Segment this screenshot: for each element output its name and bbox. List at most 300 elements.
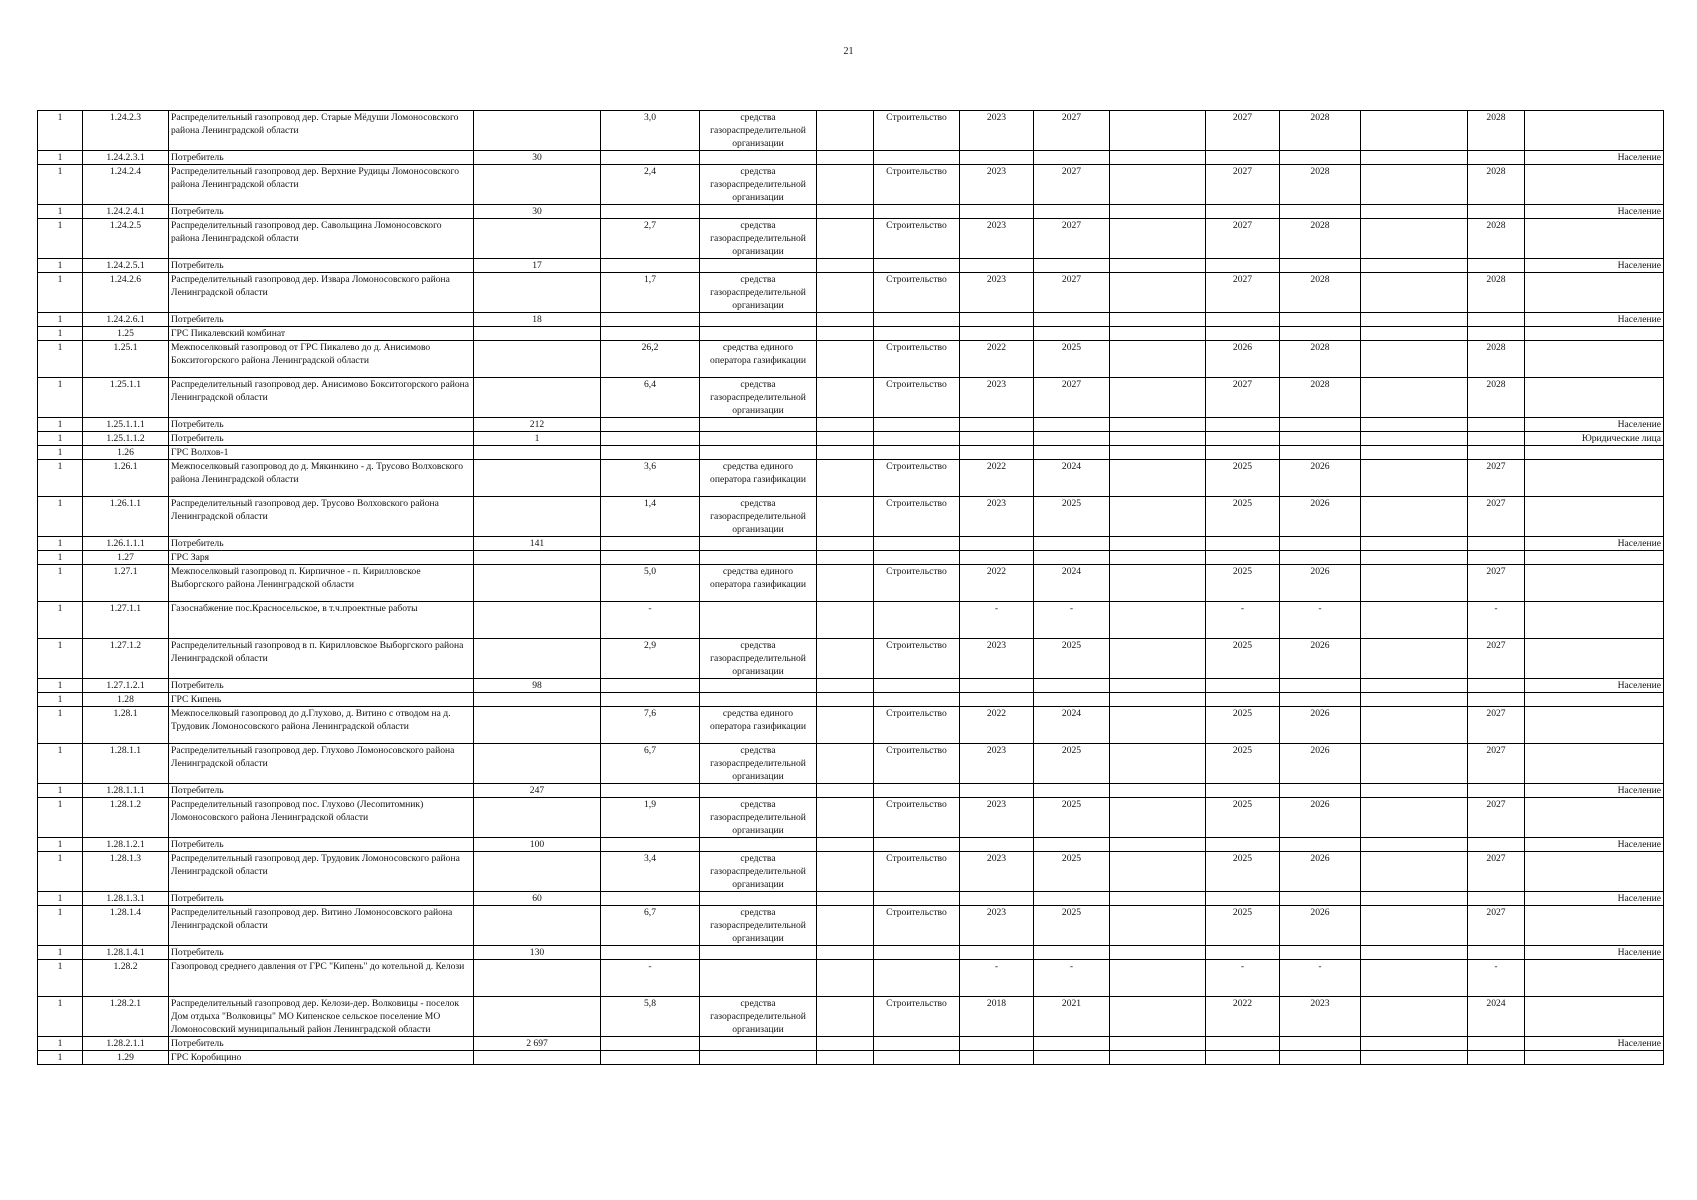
consumer-count-cell: 141 <box>474 537 601 551</box>
col-14-cell <box>1361 852 1468 892</box>
col-14-cell <box>1361 273 1468 313</box>
col-11-cell <box>1110 537 1206 551</box>
end-year-cell: 2027 <box>1034 165 1110 205</box>
launch-year-cell: 2027 <box>1206 273 1280 313</box>
col-13-cell <box>1280 784 1361 798</box>
funding-source-cell <box>700 784 817 798</box>
length-km-cell <box>601 693 700 707</box>
consumer-count-cell <box>474 852 601 892</box>
funding-source-cell <box>700 432 817 446</box>
col-index-cell: 1 <box>38 1051 83 1065</box>
length-km-cell: - <box>601 602 700 639</box>
length-km-cell <box>601 1051 700 1065</box>
col-7-cell <box>817 460 874 497</box>
col-11-cell <box>1110 259 1206 273</box>
item-code-cell: 1.27 <box>83 551 169 565</box>
col-7-cell <box>817 798 874 838</box>
completion-year-cell: 2027 <box>1468 565 1525 602</box>
start-year-cell <box>960 892 1034 906</box>
funding-source-cell: средства единого оператора газификации <box>700 460 817 497</box>
item-code-cell: 1.25.1 <box>83 341 169 378</box>
item-code-cell: 1.26.1.1.1 <box>83 537 169 551</box>
col-7-cell <box>817 744 874 784</box>
consumer-category-cell <box>1525 707 1664 744</box>
table-row <box>38 497 1664 537</box>
funding-source-cell: средства газораспределительной организации <box>700 997 817 1037</box>
item-code-cell: 1.27.1.1 <box>83 602 169 639</box>
item-code-cell: 1.24.2.6 <box>83 273 169 313</box>
consumer-category-cell <box>1525 906 1664 946</box>
consumer-count-cell <box>474 446 601 460</box>
consumer-category-cell: Население <box>1525 151 1664 165</box>
col-11-cell <box>1110 446 1206 460</box>
item-code-cell: 1.24.2.4 <box>83 165 169 205</box>
col-13-cell: 2028 <box>1280 111 1361 151</box>
col-index-cell: 1 <box>38 327 83 341</box>
consumer-category-cell <box>1525 446 1664 460</box>
col-7-cell <box>817 1051 874 1065</box>
item-name-cell: ГРС Коробицино <box>169 1051 474 1065</box>
consumer-category-cell: Юридические лица <box>1525 432 1664 446</box>
completion-year-cell <box>1468 313 1525 327</box>
consumer-category-cell: Население <box>1525 784 1664 798</box>
work-type-cell: Строительство <box>874 997 960 1037</box>
col-14-cell <box>1361 111 1468 151</box>
col-13-cell <box>1280 537 1361 551</box>
length-km-cell: 1,7 <box>601 273 700 313</box>
end-year-cell <box>1034 446 1110 460</box>
end-year-cell <box>1034 551 1110 565</box>
start-year-cell: 2023 <box>960 639 1034 679</box>
consumer-count-cell <box>474 906 601 946</box>
consumer-category-cell <box>1525 798 1664 838</box>
col-7-cell <box>817 273 874 313</box>
end-year-cell: 2025 <box>1034 497 1110 537</box>
col-11-cell <box>1110 960 1206 997</box>
col-11-cell <box>1110 497 1206 537</box>
start-year-cell: 2023 <box>960 497 1034 537</box>
col-7-cell <box>817 693 874 707</box>
length-km-cell <box>601 838 700 852</box>
funding-source-cell <box>700 602 817 639</box>
launch-year-cell <box>1206 693 1280 707</box>
end-year-cell: - <box>1034 960 1110 997</box>
launch-year-cell: - <box>1206 960 1280 997</box>
consumer-category-cell <box>1525 693 1664 707</box>
col-11-cell <box>1110 997 1206 1037</box>
consumer-category-cell: Население <box>1525 679 1664 693</box>
item-name-cell: Распределительный газопровод дер. Старые Мёдуши Ломоносовского района Ленинградской области <box>169 111 474 151</box>
item-name-cell: Распределительный газопровод дер. Витино Ломоносовского района Ленинградской области <box>169 906 474 946</box>
completion-year-cell <box>1468 946 1525 960</box>
col-7-cell <box>817 537 874 551</box>
work-type-cell: Строительство <box>874 378 960 418</box>
length-km-cell <box>601 537 700 551</box>
item-code-cell: 1.28.2.1.1 <box>83 1037 169 1051</box>
table-row <box>38 602 1664 639</box>
col-14-cell <box>1361 679 1468 693</box>
col-7-cell <box>817 165 874 205</box>
col-13-cell <box>1280 693 1361 707</box>
col-13-cell <box>1280 946 1361 960</box>
length-km-cell: 6,7 <box>601 906 700 946</box>
length-km-cell: 3,4 <box>601 852 700 892</box>
length-km-cell: 2,4 <box>601 165 700 205</box>
work-type-cell: Строительство <box>874 707 960 744</box>
consumer-category-cell: Население <box>1525 838 1664 852</box>
col-13-cell: 2026 <box>1280 744 1361 784</box>
item-code-cell: 1.26 <box>83 446 169 460</box>
col-14-cell <box>1361 327 1468 341</box>
col-index-cell: 1 <box>38 798 83 838</box>
table-row <box>38 165 1664 205</box>
item-code-cell: 1.25.1.1 <box>83 378 169 418</box>
completion-year-cell <box>1468 259 1525 273</box>
end-year-cell <box>1034 946 1110 960</box>
start-year-cell: 2023 <box>960 219 1034 259</box>
col-14-cell <box>1361 602 1468 639</box>
start-year-cell <box>960 1037 1034 1051</box>
consumer-count-cell <box>474 273 601 313</box>
consumer-category-cell: Население <box>1525 1037 1664 1051</box>
completion-year-cell <box>1468 892 1525 906</box>
end-year-cell <box>1034 327 1110 341</box>
funding-source-cell: средства единого оператора газификации <box>700 565 817 602</box>
end-year-cell <box>1034 313 1110 327</box>
funding-source-cell <box>700 1051 817 1065</box>
consumer-count-cell <box>474 111 601 151</box>
end-year-cell: 2025 <box>1034 639 1110 679</box>
launch-year-cell: 2027 <box>1206 378 1280 418</box>
col-14-cell <box>1361 551 1468 565</box>
col-index-cell: 1 <box>38 693 83 707</box>
end-year-cell: 2024 <box>1034 707 1110 744</box>
consumer-category-cell <box>1525 565 1664 602</box>
col-index-cell: 1 <box>38 784 83 798</box>
col-13-cell <box>1280 892 1361 906</box>
col-11-cell <box>1110 327 1206 341</box>
completion-year-cell: 2028 <box>1468 165 1525 205</box>
work-type-cell: Строительство <box>874 639 960 679</box>
table-row <box>38 744 1664 784</box>
item-name-cell: Распределительный газопровод дер. Трудовик Ломоносовского района Ленинградской области <box>169 852 474 892</box>
completion-year-cell: 2027 <box>1468 639 1525 679</box>
funding-source-cell <box>700 693 817 707</box>
table-row <box>38 707 1664 744</box>
length-km-cell <box>601 151 700 165</box>
funding-source-cell <box>700 446 817 460</box>
funding-source-cell: средства единого оператора газификации <box>700 707 817 744</box>
launch-year-cell: 2027 <box>1206 219 1280 259</box>
consumer-category-cell <box>1525 551 1664 565</box>
completion-year-cell: 2028 <box>1468 378 1525 418</box>
col-13-cell <box>1280 313 1361 327</box>
consumer-category-cell <box>1525 378 1664 418</box>
col-index-cell: 1 <box>38 679 83 693</box>
consumer-count-cell: 60 <box>474 892 601 906</box>
col-13-cell <box>1280 551 1361 565</box>
work-type-cell: Строительство <box>874 565 960 602</box>
item-code-cell: 1.28.2.1 <box>83 997 169 1037</box>
col-13-cell: 2026 <box>1280 565 1361 602</box>
completion-year-cell <box>1468 327 1525 341</box>
completion-year-cell: - <box>1468 960 1525 997</box>
funding-source-cell: средства газораспределительной организации <box>700 111 817 151</box>
col-13-cell: 2023 <box>1280 997 1361 1037</box>
item-code-cell: 1.28.1.2.1 <box>83 838 169 852</box>
launch-year-cell <box>1206 259 1280 273</box>
col-11-cell <box>1110 432 1206 446</box>
length-km-cell <box>601 784 700 798</box>
end-year-cell <box>1034 418 1110 432</box>
end-year-cell: 2025 <box>1034 906 1110 946</box>
col-index-cell: 1 <box>38 151 83 165</box>
completion-year-cell <box>1468 446 1525 460</box>
item-name-cell: Потребитель <box>169 537 474 551</box>
table-row <box>38 313 1664 327</box>
item-code-cell: 1.24.2.5.1 <box>83 259 169 273</box>
start-year-cell <box>960 259 1034 273</box>
completion-year-cell <box>1468 537 1525 551</box>
col-index-cell: 1 <box>38 418 83 432</box>
col-13-cell <box>1280 205 1361 219</box>
col-11-cell <box>1110 165 1206 205</box>
consumer-count-cell: 98 <box>474 679 601 693</box>
completion-year-cell: 2027 <box>1468 707 1525 744</box>
col-13-cell: - <box>1280 602 1361 639</box>
item-name-cell: Межпоселковый газопровод до д. Мякинкино - д. Трусово Волховского района Ленинградской области <box>169 460 474 497</box>
item-code-cell: 1.29 <box>83 1051 169 1065</box>
col-11-cell <box>1110 798 1206 838</box>
work-type-cell <box>874 205 960 219</box>
launch-year-cell: 2025 <box>1206 565 1280 602</box>
completion-year-cell <box>1468 151 1525 165</box>
launch-year-cell: 2025 <box>1206 497 1280 537</box>
funding-source-cell: средства газораспределительной организации <box>700 378 817 418</box>
col-13-cell: 2026 <box>1280 852 1361 892</box>
funding-source-cell <box>700 418 817 432</box>
col-13-cell <box>1280 1051 1361 1065</box>
consumer-count-cell <box>474 497 601 537</box>
consumer-category-cell <box>1525 997 1664 1037</box>
item-code-cell: 1.27.1.2.1 <box>83 679 169 693</box>
work-type-cell <box>874 602 960 639</box>
col-7-cell <box>817 892 874 906</box>
col-14-cell <box>1361 960 1468 997</box>
col-7-cell <box>817 784 874 798</box>
start-year-cell: - <box>960 602 1034 639</box>
consumer-count-cell <box>474 551 601 565</box>
launch-year-cell: 2025 <box>1206 639 1280 679</box>
consumer-category-cell: Население <box>1525 313 1664 327</box>
item-code-cell: 1.24.2.3.1 <box>83 151 169 165</box>
completion-year-cell: 2027 <box>1468 497 1525 537</box>
col-11-cell <box>1110 838 1206 852</box>
item-code-cell: 1.28.1.4.1 <box>83 946 169 960</box>
funding-source-cell: средства газораспределительной организации <box>700 852 817 892</box>
table-row <box>38 327 1664 341</box>
funding-source-cell: средства газораспределительной организации <box>700 798 817 838</box>
consumer-category-cell <box>1525 219 1664 259</box>
length-km-cell: 1,9 <box>601 798 700 838</box>
col-index-cell: 1 <box>38 960 83 997</box>
consumer-count-cell <box>474 997 601 1037</box>
col-index-cell: 1 <box>38 551 83 565</box>
work-type-cell <box>874 693 960 707</box>
consumer-count-cell: 247 <box>474 784 601 798</box>
col-11-cell <box>1110 551 1206 565</box>
consumer-count-cell <box>474 707 601 744</box>
item-code-cell: 1.28.1.1.1 <box>83 784 169 798</box>
start-year-cell: 2018 <box>960 997 1034 1037</box>
consumer-count-cell <box>474 639 601 679</box>
launch-year-cell <box>1206 205 1280 219</box>
col-14-cell <box>1361 219 1468 259</box>
consumer-category-cell <box>1525 165 1664 205</box>
launch-year-cell: 2025 <box>1206 744 1280 784</box>
item-name-cell: Потребитель <box>169 418 474 432</box>
length-km-cell: 3,0 <box>601 111 700 151</box>
col-11-cell <box>1110 205 1206 219</box>
end-year-cell <box>1034 693 1110 707</box>
item-name-cell: Межпоселковый газопровод п. Кирпичное - п. Кирилловское Выборгского района Ленинградской области <box>169 565 474 602</box>
col-14-cell <box>1361 341 1468 378</box>
item-name-cell: Потребитель <box>169 784 474 798</box>
col-13-cell <box>1280 151 1361 165</box>
consumer-count-cell <box>474 341 601 378</box>
table-row <box>38 537 1664 551</box>
work-type-cell: Строительство <box>874 273 960 313</box>
col-index-cell: 1 <box>38 565 83 602</box>
table-row <box>38 679 1664 693</box>
consumer-category-cell <box>1525 602 1664 639</box>
start-year-cell: 2023 <box>960 111 1034 151</box>
consumer-count-cell: 130 <box>474 946 601 960</box>
col-13-cell <box>1280 679 1361 693</box>
work-type-cell <box>874 892 960 906</box>
item-code-cell: 1.28.1 <box>83 707 169 744</box>
col-7-cell <box>817 565 874 602</box>
col-index-cell: 1 <box>38 205 83 219</box>
length-km-cell: 2,7 <box>601 219 700 259</box>
col-14-cell <box>1361 418 1468 432</box>
launch-year-cell <box>1206 679 1280 693</box>
start-year-cell <box>960 327 1034 341</box>
col-14-cell <box>1361 497 1468 537</box>
end-year-cell: 2027 <box>1034 273 1110 313</box>
end-year-cell: 2025 <box>1034 852 1110 892</box>
launch-year-cell <box>1206 446 1280 460</box>
consumer-category-cell: Население <box>1525 892 1664 906</box>
start-year-cell <box>960 446 1034 460</box>
col-11-cell <box>1110 151 1206 165</box>
consumer-category-cell <box>1525 744 1664 784</box>
item-code-cell: 1.26.1.1 <box>83 497 169 537</box>
work-type-cell <box>874 259 960 273</box>
col-7-cell <box>817 497 874 537</box>
col-14-cell <box>1361 537 1468 551</box>
item-name-cell: Потребитель <box>169 838 474 852</box>
table-row <box>38 639 1664 679</box>
col-7-cell <box>817 111 874 151</box>
item-name-cell: Распределительный газопровод пос. Глухово (Лесопитомник) Ломоносовского района Ленинградской области <box>169 798 474 838</box>
end-year-cell <box>1034 151 1110 165</box>
col-7-cell <box>817 418 874 432</box>
end-year-cell <box>1034 1051 1110 1065</box>
launch-year-cell <box>1206 551 1280 565</box>
end-year-cell <box>1034 432 1110 446</box>
col-7-cell <box>817 341 874 378</box>
col-7-cell <box>817 997 874 1037</box>
work-type-cell <box>874 327 960 341</box>
work-type-cell <box>874 960 960 997</box>
col-7-cell <box>817 707 874 744</box>
length-km-cell <box>601 946 700 960</box>
col-index-cell: 1 <box>38 852 83 892</box>
col-7-cell <box>817 639 874 679</box>
work-type-cell: Строительство <box>874 165 960 205</box>
consumer-category-cell: Население <box>1525 259 1664 273</box>
col-11-cell <box>1110 219 1206 259</box>
item-name-cell: Потребитель <box>169 151 474 165</box>
length-km-cell <box>601 313 700 327</box>
consumer-category-cell <box>1525 852 1664 892</box>
funding-source-cell <box>700 151 817 165</box>
consumer-count-cell <box>474 565 601 602</box>
completion-year-cell <box>1468 838 1525 852</box>
work-type-cell <box>874 838 960 852</box>
start-year-cell <box>960 693 1034 707</box>
table-row <box>38 273 1664 313</box>
table-row <box>38 378 1664 418</box>
col-7-cell <box>817 446 874 460</box>
col-11-cell <box>1110 693 1206 707</box>
item-name-cell: Газоснабжение пос.Красносельское, в т.ч.проектные работы <box>169 602 474 639</box>
col-14-cell <box>1361 784 1468 798</box>
item-name-cell: Межпоселковый газопровод до д.Глухово, д. Витино с отводом на д. Трудовик Ломоносовского района Ленинградской области <box>169 707 474 744</box>
consumer-category-cell <box>1525 273 1664 313</box>
col-14-cell <box>1361 565 1468 602</box>
item-code-cell: 1.28 <box>83 693 169 707</box>
start-year-cell <box>960 151 1034 165</box>
col-7-cell <box>817 946 874 960</box>
consumer-category-cell: Население <box>1525 537 1664 551</box>
funding-source-cell: средства газораспределительной организации <box>700 273 817 313</box>
item-code-cell: 1.25 <box>83 327 169 341</box>
item-code-cell: 1.28.1.3 <box>83 852 169 892</box>
consumer-count-cell: 212 <box>474 418 601 432</box>
item-name-cell: ГРС Пикалевский комбинат <box>169 327 474 341</box>
consumer-count-cell: 2 697 <box>474 1037 601 1051</box>
col-index-cell: 1 <box>38 997 83 1037</box>
col-13-cell: 2026 <box>1280 707 1361 744</box>
col-11-cell <box>1110 639 1206 679</box>
consumer-category-cell: Население <box>1525 418 1664 432</box>
item-name-cell: Межпоселковый газопровод от ГРС Пикалево до д. Анисимово Бокситогорского района Ленинградской области <box>169 341 474 378</box>
work-type-cell <box>874 784 960 798</box>
end-year-cell <box>1034 537 1110 551</box>
col-7-cell <box>817 327 874 341</box>
item-name-cell: Распределительный газопровод дер. Трусово Волховского района Ленинградской области <box>169 497 474 537</box>
consumer-count-cell <box>474 460 601 497</box>
start-year-cell: 2023 <box>960 798 1034 838</box>
item-name-cell: Газопровод среднего давления от ГРС "Кипень" до котельной д. Келози <box>169 960 474 997</box>
col-13-cell <box>1280 432 1361 446</box>
col-13-cell: 2026 <box>1280 460 1361 497</box>
start-year-cell: 2022 <box>960 460 1034 497</box>
start-year-cell: 2023 <box>960 378 1034 418</box>
item-code-cell: 1.25.1.1.2 <box>83 432 169 446</box>
